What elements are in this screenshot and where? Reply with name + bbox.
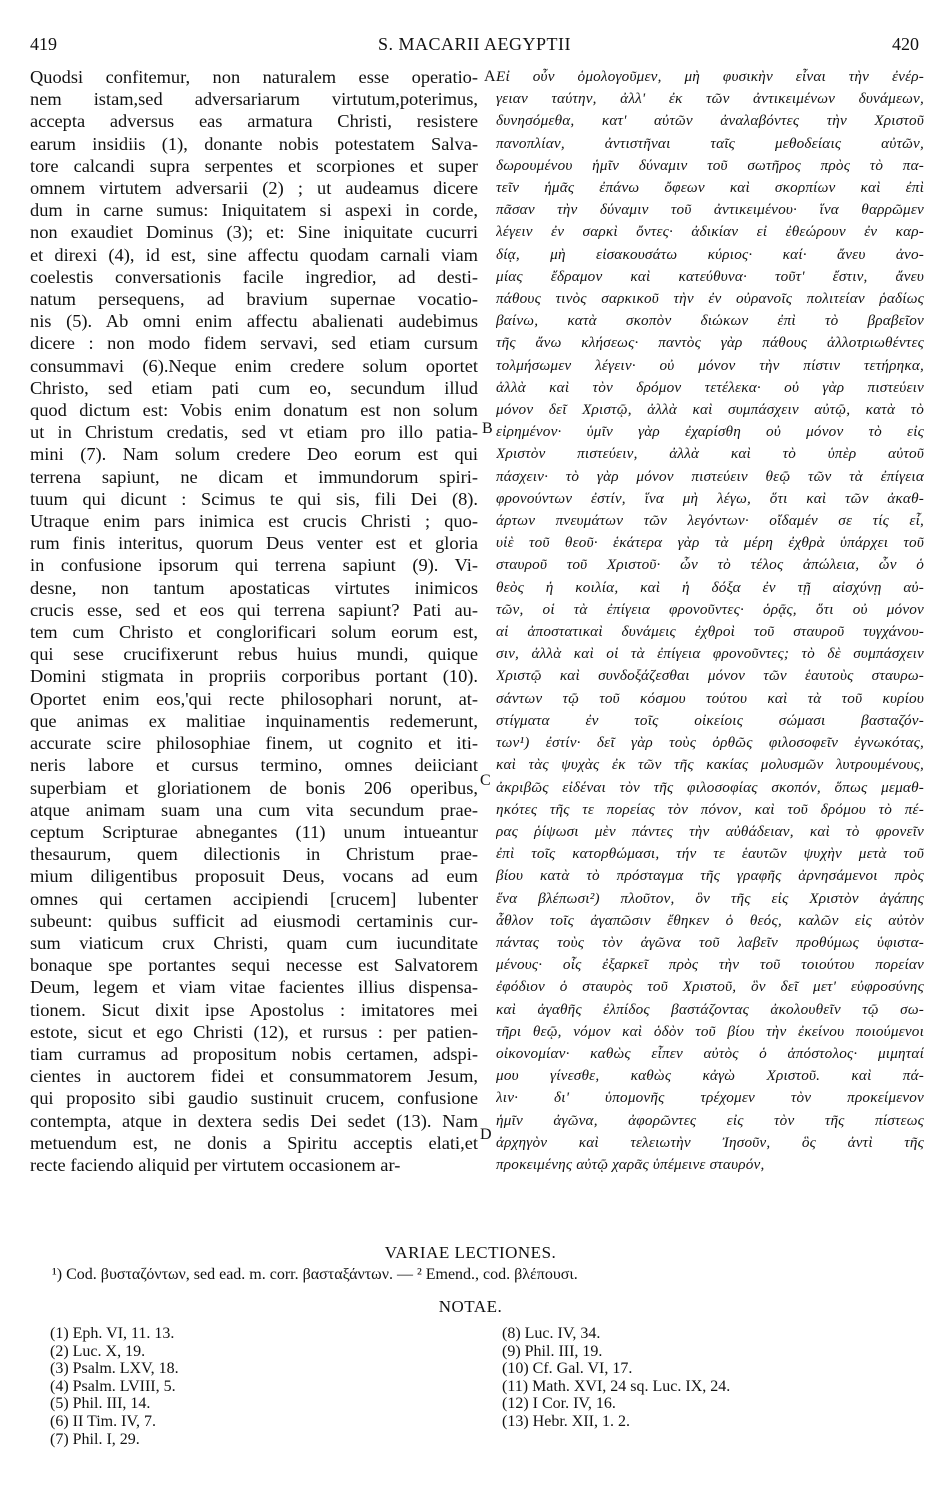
latin-text-line: bonaque spe portantes sequi necesse est Salvatorem bbox=[30, 955, 478, 976]
note-item: (1) Eph. VI, 11. 13. bbox=[50, 1325, 175, 1342]
latin-text-line: cientes in auctorem fidei et consummatorem Jesum, bbox=[30, 1066, 478, 1087]
greek-text-line: προκειμένης αὐτῷ χαρᾶς ὑπέμεινε σταυρόν, bbox=[496, 1155, 765, 1173]
latin-text-line: Oportet enim eos,'qui recte philosophari norunt, at- bbox=[30, 688, 478, 709]
note-item: (5) Phil. III, 14. bbox=[50, 1395, 151, 1413]
greek-text-line: οἰκονομίαν· καθὼς εἶπεν αὐτὸς ὁ ἀπόστολος· μιμηταί bbox=[496, 1044, 924, 1062]
latin-text-line: nis (5). Ab omni enim affectu abalienati audebimus bbox=[30, 311, 478, 332]
latin-text-line: metuendum est, ne donis a Spiritu acceptis elati,et bbox=[30, 1132, 478, 1153]
notes-right-column bbox=[502, 1325, 922, 1431]
latin-text-line: contempta, atque in dextera sedis Dei sedet (13). Nam bbox=[30, 1110, 478, 1131]
greek-text-line: ρας ῥίψωσι μὲν πάντες τὴν αὐθάδειαν, καὶ τὸ φρονεῖν bbox=[496, 822, 924, 840]
latin-text-line: que animas ex malitiae inquinamentis redemerunt, bbox=[30, 710, 478, 731]
latin-text-line: rum finis interitus, quorum Deus venter est et gloria bbox=[30, 533, 478, 554]
greek-text-line: ἐπὶ τοῖς κατορθώμασι, τήν τε ἑαυτῶν ψυχὴν μετὰ τοῦ bbox=[496, 845, 924, 863]
greek-text-line: βίου κατὰ τὸ πρόσταγμα τῆς γραφῆς ἀρνησάμενοι πρὸς bbox=[496, 867, 924, 885]
latin-text-line: quod dictum est: Vobis enim donatum est non solum bbox=[30, 400, 478, 421]
greek-text-line: δωρουμένου ἡμῖν δύναμιν τοῦ σωτῆρος πρὸς τὸ πα- bbox=[496, 156, 924, 174]
note-item: (11) Math. XVI, 24 sq. Luc. IX, 24. bbox=[502, 1377, 731, 1395]
greek-text-line: υἱὲ τοῦ θεοῦ· ἑκάτερα γὰρ τὰ μέρη ἐχθρὰ ὑπάρχει τοῦ bbox=[496, 534, 924, 552]
greek-text-line: αἱ ἀποστατικαὶ δυνάμεις ἐχθροὶ τοῦ σταυροῦ τυγχάνου- bbox=[496, 623, 924, 641]
greek-text-line: ηκότες τῆς τε πορείας τὸν πόνον, καὶ τοῦ δρόμου τὸ πέ- bbox=[496, 800, 924, 818]
greek-text-line: ἀκριβῶς εἰδέναι τὸν τῆς φιλοσοφίας σκοπόν, ὅπως μεμαθ- bbox=[496, 778, 924, 796]
section-marker-a: A bbox=[484, 68, 496, 85]
latin-text-line: recte faciendo aliquid per virtutem occasionem ar- bbox=[30, 1154, 401, 1175]
greek-text-line: μόνον δεῖ Χριστῷ, ἀλλὰ καὶ συμπάσχειν αὐτῷ, κατὰ τὸ bbox=[496, 401, 924, 419]
latin-text-line: ut in Christum credatis, sed vt etiam pro illo patia- bbox=[30, 422, 478, 443]
latin-text-line: superbiam et gloriationem de bonis 206 operibus, bbox=[30, 777, 478, 798]
latin-text-line: non exaudiet Dominus (3); et: Sine iniquitate cucurri bbox=[30, 222, 478, 243]
greek-text-line: μένους· οἷς ἐξαρκεῖ πρὸς τὴν τοῦ τοιούτου πορείαν bbox=[496, 956, 924, 974]
latin-text-line: tiam curramus ad propositum nobis certamen, adspi- bbox=[30, 1043, 478, 1064]
page-number-left: 419 bbox=[30, 34, 57, 54]
note-item: (10) Cf. Gal. VI, 17. bbox=[502, 1360, 633, 1378]
latin-text-line: nem istam,sed adversariarum virtutum,poterimus, bbox=[30, 89, 478, 110]
greek-text-line: βαίνω, κατὰ σκοπὸν διώκων ἐπὶ τὸ βραβεῖον bbox=[496, 312, 924, 330]
greek-text-line: ἐφόδιον ὁ σταυρὸς τοῦ Χριστοῦ, ὃν δεῖ μετ' εὐφροσύνης bbox=[496, 978, 924, 996]
greek-text-line: τῆς ἄνω κλήσεως· παντὸς γὰρ πάθους ἀλλοτριωθέντες bbox=[496, 334, 924, 352]
greek-text-line: θεὸς ἡ κοιλία, καὶ ἡ δόξα ἐν τῇ αἰσχύνῃ αὐ- bbox=[496, 578, 924, 596]
latin-text-line: qui sese crucifixerunt rebus huius mundi, quique bbox=[30, 644, 478, 665]
greek-text-line: τῶν, οἱ τὰ ἐπίγεια φρονοῦντες· ὁρᾷς, ὅτι οὐ μόνον bbox=[496, 600, 924, 618]
latin-text-line: tionem. Sicut dixit ipse Apostolus : imitatores mei bbox=[30, 999, 478, 1020]
note-item: (9) Phil. III, 19. bbox=[502, 1342, 603, 1360]
greek-text-line: τεῖν ἡμᾶς ἐπάνω ὄφεων καὶ σκορπίων καὶ ἐπὶ bbox=[496, 179, 924, 197]
notes-left-column bbox=[50, 1325, 470, 1448]
latin-text-line: et direxi (4), id est, sine affectu quodam carnali viam bbox=[30, 244, 478, 265]
latin-text-line: crucis esse, sed et eos qui terrena sapiunt? Pati au- bbox=[30, 599, 478, 620]
latin-text-line: neris labore et cursus termino, omnes deiiciant bbox=[30, 755, 478, 776]
latin-text-line: desne, non tantum apostaticas virtutes inimicos bbox=[30, 577, 478, 598]
latin-text-line: tuum qui dicunt : Scimus te qui sis, fili Dei (8). bbox=[30, 488, 478, 509]
section-marker-c: C bbox=[480, 772, 491, 789]
note-item: (4) Psalm. LVIII, 5. bbox=[50, 1377, 176, 1395]
greek-text-line: στίγματα ἐν τοῖς οἰκείοις σώμασι βασταζόν- bbox=[496, 711, 924, 729]
greek-text-line: ἀρχηγὸν καὶ τελειωτὴν Ἰησοῦν, ὃς ἀντὶ τῆς bbox=[496, 1133, 924, 1151]
greek-text-line: Εἰ οὖν ὁμολογοῦμεν, μὴ φυσικὴν εἶναι τὴν ἐνέρ- bbox=[496, 68, 924, 85]
latin-text-line: tore calcandi supra serpentes et scorpiones et super bbox=[30, 155, 478, 176]
latin-text-line: Christo, sed etiam pati cum eo, secundum illud bbox=[30, 377, 478, 398]
greek-text-line: φρονούντων ἐστίν, ἵνα μὴ λέγω, ὅτι καὶ τῶν ἀκαθ- bbox=[496, 489, 924, 507]
page-number-right: 420 bbox=[892, 34, 919, 54]
greek-text-line: άρτων πνευμάτων τῶν λεγόντων· οἴδαμέν σε τίς εἶ, bbox=[496, 512, 924, 530]
greek-text-line: εἰρημένον· ὑμῖν γὰρ ἐχαρίσθη οὐ μόνον τὸ εἰς bbox=[496, 423, 924, 441]
variae-lectiones-text: ¹) Cod. βυσταζόντων, sed ead. m. corr. βασταξάντων. — ² Emend., cod. βλέπουσι. bbox=[52, 1266, 578, 1283]
greek-text-line: μου γίνεσθε, καθὼς κἀγὼ Χριστοῦ. καὶ πά- bbox=[496, 1067, 924, 1085]
latin-text-line: consummavi (6).Neque enim credere solum oportet bbox=[30, 355, 478, 376]
latin-text-line: natum persequens, ad bravium supernae vocatio- bbox=[30, 289, 478, 310]
greek-text-line: δίᾳ, μὴ εἰσακουσάτω κύριος· καί· ἄνευ ἀνο- bbox=[496, 245, 924, 263]
latin-text-line: mium diligentibus proposuit Deus, vocans ad eum bbox=[30, 866, 478, 887]
latin-text-line: omnem virtutem adversarii (2) ; ut audeamus dicere bbox=[30, 178, 478, 199]
note-item: (6) II Tim. IV, 7. bbox=[50, 1412, 156, 1430]
latin-text-line: coelestis conversationis facile ingredior, ad desti- bbox=[30, 266, 478, 287]
latin-text-line: Quodsi confitemur, non naturalem esse operatio- bbox=[30, 67, 478, 87]
running-title: S. MACARII AEGYPTII bbox=[377, 34, 571, 54]
section-marker-d: D bbox=[480, 1126, 492, 1143]
latin-text-line: dicere : non modo fidem servavi, sed etiam cursum bbox=[30, 333, 478, 354]
note-item: (3) Psalm. LXV, 18. bbox=[50, 1360, 179, 1378]
greek-text-line: μίας ἔδραμον καὶ κατεύθυνα· τοῦτ' ἔστιν, ἄνευ bbox=[496, 267, 924, 285]
greek-text-line: σιν, ἀλλὰ καὶ οἱ τὰ ἐπίγεια φρονοῦντες; τὸ δὲ συμπάσχειν bbox=[496, 645, 924, 663]
note-item: (12) I Cor. IV, 16. bbox=[502, 1395, 616, 1413]
greek-text-line: Χριστῷ καὶ συνδοξάζεσθαι μόνον τῶν ἑαυτοὺς σταυρω- bbox=[496, 667, 924, 685]
greek-text-line: λέγειν ἐν σαρκὶ ὄντες· ἀδικίαν εἰ ἐθεώρουν ἐν καρ- bbox=[496, 223, 924, 241]
greek-text-line: ἀλλὰ καὶ τὸν δρόμον τετέλεκα· οὐ γὰρ πιστεύειν bbox=[496, 378, 924, 396]
greek-text-line: πάσχειν· τὸ γὰρ μόνον πιστεύειν θεῷ τῶν τὰ ἐπίγεια bbox=[496, 467, 924, 485]
greek-text-line: τολμήσωμεν λέγειν· οὐ μόνον τὴν πίστιν τετήρηκα, bbox=[496, 356, 924, 374]
greek-text-line: γειαν ταύτην, ἀλλ' ἐκ τῶν ἀντικειμένων δυνάμεων, bbox=[496, 90, 924, 108]
greek-text-line: πάντας τοὺς τὸν ἀγῶνα τοῦ λαβεῖν προθύμως ὑφιστα- bbox=[496, 933, 924, 951]
greek-text-line: σταυροῦ τοῦ Χριστοῦ· ὧν τὸ τέλος ἀπώλεια, ὧν ὁ bbox=[496, 556, 924, 574]
latin-column bbox=[30, 66, 478, 1176]
greek-text-line: καὶ τὰς ψυχὰς ἐκ τῶν τῆς κακίας μολυσμῶν λυτρουμένους, bbox=[496, 756, 924, 774]
latin-text-line: Utraque enim pars inimica est crucis Christi ; quo- bbox=[30, 511, 478, 532]
latin-text-line: ceptum Scripturae abnegantes (11) unum intueantur bbox=[30, 821, 478, 842]
latin-text-line: accurate scire philosophiae finem, ut cognito et iti- bbox=[30, 733, 478, 754]
greek-text-line: ἆθλον τοῖς ἀγαπῶσιν ἔθηκεν ὁ θεός, καλῶν εἰς αὐτὸν bbox=[496, 911, 924, 929]
latin-text-line: dum in carne sumus: Iniquitatem si aspexi in corde, bbox=[30, 200, 478, 221]
latin-text-line: tem cum Christo et conglorificari solum eorum est, bbox=[30, 622, 478, 643]
latin-text-line: subeunt: quibus sufficit ad eiusmodi certaminis cur- bbox=[30, 910, 478, 931]
greek-text-line: λιν· δι' ὑπομονῆς τρέχομεν τὸν προκείμενον bbox=[496, 1089, 924, 1107]
latin-text-line: terrena sapiunt, ne dicam et immundorum spiri- bbox=[30, 466, 478, 487]
greek-column bbox=[496, 66, 924, 1176]
latin-text-line: estote, sicut et ego Christi (12), et rursus : per patien- bbox=[30, 1021, 478, 1042]
greek-text-line: πάθους τινὸς σαρκικοῦ τὴν ἐν οὐρανοῖς πολιτείαν ῥαδίως bbox=[496, 290, 924, 308]
latin-text-line: Domini stigmata in propriis corporibus portant (10). bbox=[30, 666, 478, 687]
note-item: (13) Hebr. XII, 1. 2. bbox=[502, 1412, 630, 1430]
latin-text-line: qui proposito sibi gaudio sustinuit crucem, confusione bbox=[30, 1088, 478, 1109]
greek-text-line: πᾶσαν τὴν δύναμιν τοῦ ἀντικειμένου· ἵνα θαρρῶμεν bbox=[496, 201, 924, 219]
greek-text-line: ἕνα βλέπωσι²) πλοῦτον, ὃν τῆς εἰς Χριστὸν ἀγάπης bbox=[496, 889, 924, 907]
section-marker-b: B bbox=[482, 420, 493, 437]
latin-text-line: mini (7). Nam solum credere Deo eorum est qui bbox=[30, 444, 478, 465]
latin-text-line: Deum, legem et viam vitae facientes illius dispensa- bbox=[30, 977, 478, 998]
greek-text-line: ἡμῖν ἀγῶνα, ἀφορῶντες εἰς τὸν τῆς πίστεως bbox=[496, 1111, 924, 1129]
variae-lectiones-heading: VARIAE LECTIONES. bbox=[384, 1243, 557, 1262]
note-item: (7) Phil. I, 29. bbox=[50, 1430, 140, 1448]
greek-text-line: πανοπλίαν, ἀντιστῆναι ταῖς μεθοδείαις αὐτῶν, bbox=[496, 134, 924, 152]
greek-text-line: Χριστὸν πιστεύειν, ἀλλὰ καὶ τὸ ὑπὲρ αὐτοῦ bbox=[496, 445, 924, 463]
page-header bbox=[30, 34, 919, 60]
greek-text-line: δυνησόμεθα, κατ' αὐτῶν ἀναλαβόντες τὴν Χριστοῦ bbox=[496, 112, 924, 130]
latin-text-line: earum insidiis (1), donante nobis potestatem Salva- bbox=[30, 133, 478, 154]
latin-text-line: thesaurum, quem dilectionis in Christum prae- bbox=[30, 844, 478, 865]
latin-text-line: sum viaticum crux Christi, quam cum iucunditate bbox=[30, 932, 478, 953]
greek-text-line: καὶ ἀγαθῆς ἐλπίδος βαστάζοντας ἀκολουθεῖν τῷ σω- bbox=[496, 1000, 924, 1018]
latin-text-line: accepta adversus eas armatura Christi, resistere bbox=[30, 111, 478, 132]
latin-text-line: atque animam suam una cum vita secundum prae- bbox=[30, 799, 478, 820]
note-item: (2) Luc. X, 19. bbox=[50, 1342, 146, 1360]
greek-text-line: σάντων τῷ τοῦ κόσμου τούτου καὶ τὰ τοῦ κυρίου bbox=[496, 689, 924, 707]
latin-text-line: omnes qui certamen accipiendi [crucem] lubenter bbox=[30, 888, 478, 909]
latin-text-line: in confusione ipsorum qui terrena sapiunt (9). Vi- bbox=[30, 555, 478, 576]
note-item: (8) Luc. IV, 34. bbox=[502, 1325, 601, 1342]
greek-text-line: των¹) ἐστίν· δεῖ γὰρ τοὺς ὀρθῶς φιλοσοφεῖν ἐγνωκότας, bbox=[496, 734, 924, 752]
greek-text-line: τῆρι θεῷ, νόμον καὶ ὁδὸν τοῦ βίου τὴν ἐκείνου ποιούμενοι bbox=[496, 1022, 924, 1040]
notae-heading: NOTAE. bbox=[438, 1297, 503, 1316]
